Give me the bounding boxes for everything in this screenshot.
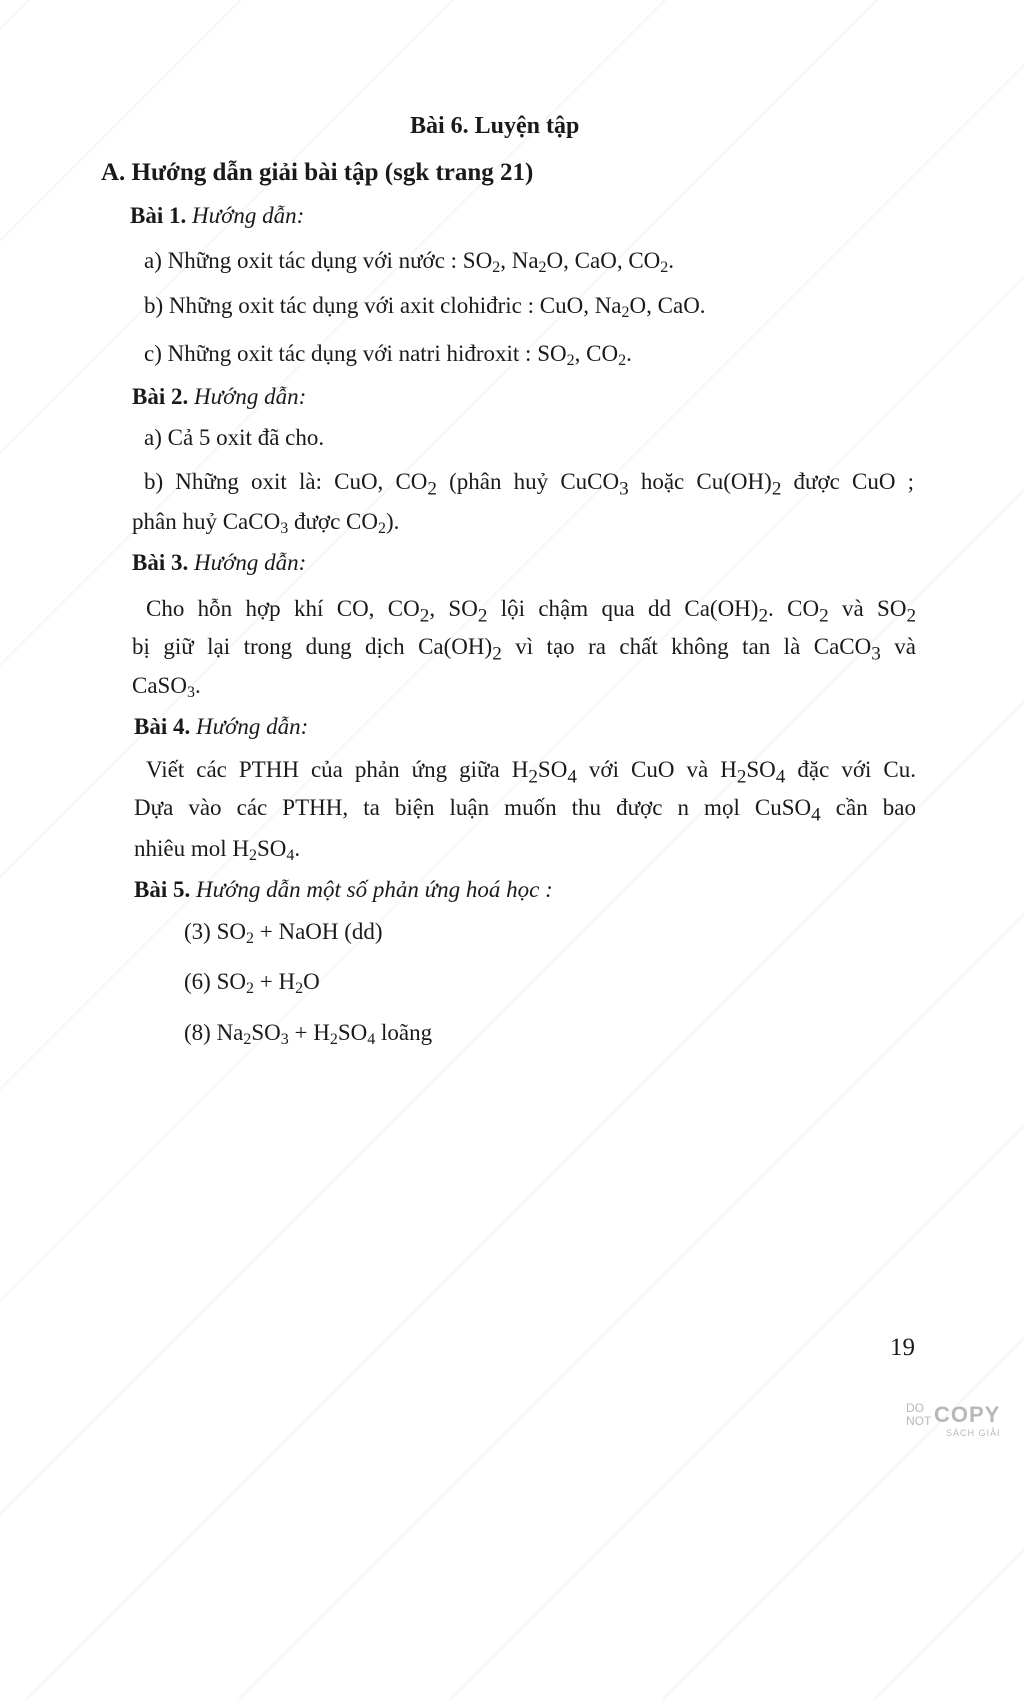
bai4-huong-dan: Hướng dẫn: (195, 714, 309, 739)
bai2-huong-dan: Hướng dẫn: (193, 384, 307, 409)
bai3-huong-dan: Hướng dẫn: (193, 550, 307, 575)
bai2-answer-b-line2: phân huỷ CaCO$_3$ được $CO_2$). (132, 509, 400, 537)
bai4-line2: Dựa vào các PTHH, ta biện luận muốn thu được n mọl CuSO$_4$ cần bao (134, 795, 916, 826)
bai1-answer-a: a) Những oxit tác dụng với nước : $SO_2$, $Na_2O$, CaO, $CO_2$. (144, 248, 675, 276)
bai5-reaction-3: (3) $SO_2$ + NaOH (dd) (184, 919, 383, 947)
bai1-huong-dan: Hướng dẫn: (191, 203, 305, 228)
bai1-answer-c: c) Những oxit tác dụng với natri hiđroxit : $SO_2$, $CO_2$. (144, 341, 632, 369)
stamp-not: NOT (906, 1414, 932, 1428)
bai4-line1: Viết các PTHH của phản ứng giữa $H_2SO_4$ với CuO và $H_2SO_4$ đặc với Cu. (146, 757, 917, 788)
bai2-heading (132, 385, 306, 408)
bai2-answer-b-line1: b) Những oxit là: CuO, $CO_2$ (phân huỷ CuCO$_3$ hoặc $Cu(OH)_2$ được CuO ; (144, 469, 915, 500)
bai5-heading (134, 878, 553, 901)
stamp-sach-giai: SÁCH GIẢI (946, 1428, 1001, 1438)
bai3-line1: Cho hỗn hợp khí CO, $CO_2$, $SO_2$ lội chậm qua dd $Ca(OH)_2$. $CO_2$ và $SO_2$ (146, 596, 917, 627)
bai5-intro: Hướng dẫn một số phản ứng hoá học : (195, 877, 553, 902)
bai2-label: Bài 2. (132, 384, 189, 409)
bai3-line3: CaSO$_3$. (132, 673, 201, 701)
bai3-label: Bài 3. (132, 550, 189, 575)
bai1-answer-b: b) Những oxit tác dụng với axit clohiđric : CuO, $Na_2O$, CaO. (144, 293, 706, 321)
bai5-reaction-8: (8) $Na_2SO_3 + H_2SO_4$ loãng (184, 1020, 433, 1048)
bai4-line3: nhiêu mol $H_2SO_4$. (134, 836, 301, 864)
bai1-heading (130, 204, 304, 227)
section-a-heading: A. Hướng dẫn giải bài tập (sgk trang 21) (101, 159, 534, 186)
bai3-line2: bị giữ lại trong dung dịch $Ca(OH)_2$ vì tạo ra chất không tan là CaCO$_3$ và (132, 634, 916, 665)
bai5-label: Bài 5. (134, 877, 191, 902)
bai1-label: Bài 1. (130, 203, 187, 228)
bai5-reaction-6: (6) $SO_2 + H_2O$ (184, 969, 320, 997)
bai3-heading (132, 551, 306, 574)
page-number: 19 (890, 1334, 915, 1361)
stamp-do: DO (906, 1401, 924, 1415)
page-title: Bài 6. Luyện tập (410, 113, 580, 139)
bai4-heading (134, 715, 308, 738)
do-not-copy-stamp (904, 1402, 1014, 1440)
bai4-label: Bài 4. (134, 714, 191, 739)
stamp-copy: COPY (934, 1402, 1001, 1427)
bai2-answer-a: a) Cả 5 oxit đã cho. (144, 425, 325, 450)
